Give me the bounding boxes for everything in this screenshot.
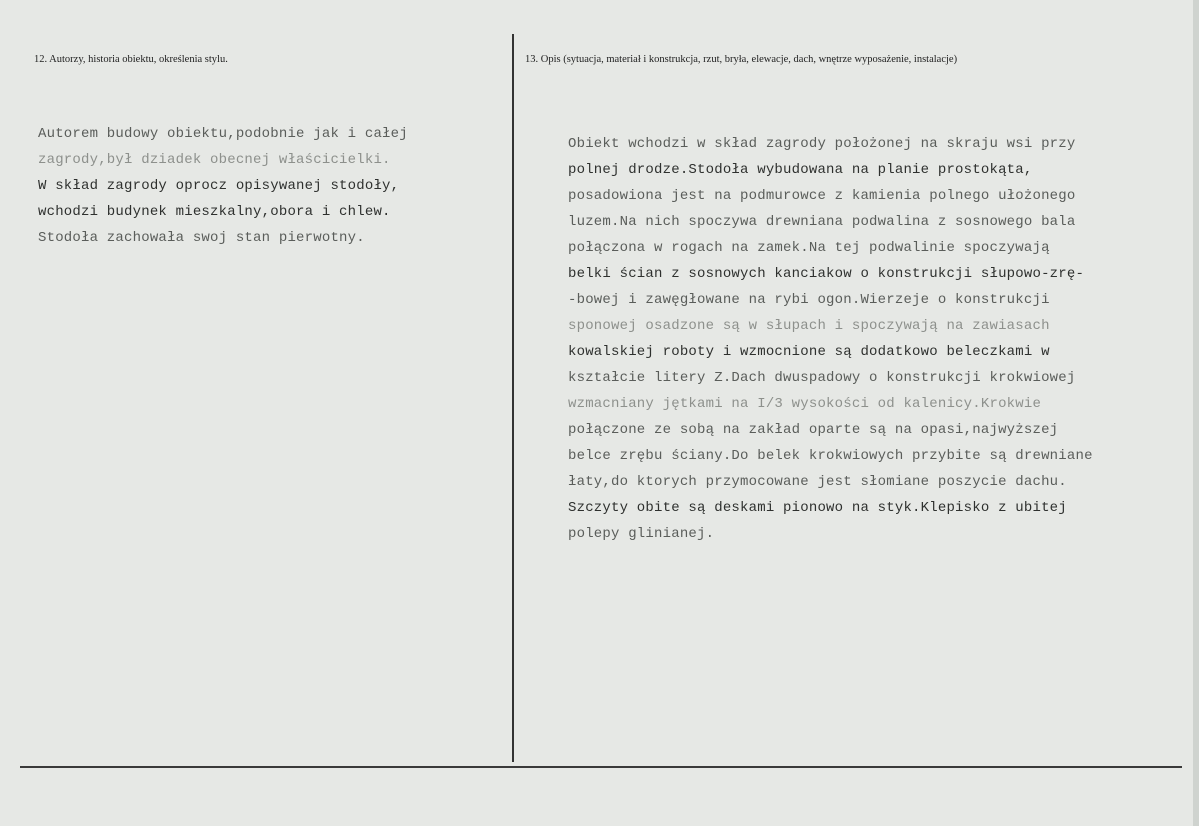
text-line: W skład zagrody oprocz opisywanej stodoły, <box>38 178 400 194</box>
text-line: luzem.Na nich spoczywa drewniana podwalina z sosnowego bala <box>568 214 1076 230</box>
page-edge <box>1193 0 1199 826</box>
text-line: posadowiona jest na podmurowce z kamienia polnego ułożonego <box>568 188 1076 204</box>
text-line: kształcie litery Z.Dach dwuspadowy o konstrukcji krokwiowej <box>568 370 1076 386</box>
text-line: łaty,do ktorych przymocowane jest słomiane poszycie dachu. <box>568 474 1067 490</box>
text-line: sponowej osadzone są w słupach i spoczywają na zawiasach <box>568 318 1050 334</box>
text-line: zagrody,był dziadek obecnej właścicielki. <box>38 152 391 168</box>
text-line: belki ścian z sosnowych kanciakow o konstrukcji słupowo-zrę- <box>568 266 1085 282</box>
text-line: -bowej i zawęgłowane na rybi ogon.Wierzeje o konstrukcji <box>568 292 1050 308</box>
text-line: połączone ze sobą na zakład oparte są na opasi,najwyższej <box>568 422 1059 438</box>
text-line: polepy glinianej. <box>568 526 715 542</box>
text-line: Szczyty obite są deskami pionowo na styk.Klepisko z ubitej <box>568 500 1067 516</box>
text-line: polnej drodze.Stodoła wybudowana na planie prostokąta, <box>568 162 1033 178</box>
text-line: Obiekt wchodzi w skład zagrody położonej na skraju wsi przy <box>568 136 1076 152</box>
section-13-text <box>568 131 1093 547</box>
column-divider <box>512 34 514 762</box>
text-line: Autorem budowy obiektu,podobnie jak i całej <box>38 126 408 142</box>
text-line: wchodzi budynek mieszkalny,obora i chlew. <box>38 204 391 220</box>
text-line: kowalskiej roboty i wzmocnione są dodatkowo beleczkami w <box>568 344 1050 360</box>
text-line: wzmacniany jętkami na I/3 wysokości od kalenicy.Krokwie <box>568 396 1042 412</box>
text-line: Stodoła zachowała swoj stan pierwotny. <box>38 230 365 246</box>
text-line: belce zrębu ściany.Do belek krokwiowych przybite są drewniane <box>568 448 1093 464</box>
section-12-heading: 12. Autorzy, historia obiektu, określenia stylu. <box>34 54 228 65</box>
bottom-rule <box>20 766 1182 768</box>
section-12-text <box>38 121 408 251</box>
text-line: połączona w rogach na zamek.Na tej podwalinie spoczywają <box>568 240 1050 256</box>
section-13-heading: 13. Opis (sytuacja, materiał i konstrukcja, rzut, bryła, elewacje, dach, wnętrze wyposażenie, instalacje) <box>525 54 958 65</box>
